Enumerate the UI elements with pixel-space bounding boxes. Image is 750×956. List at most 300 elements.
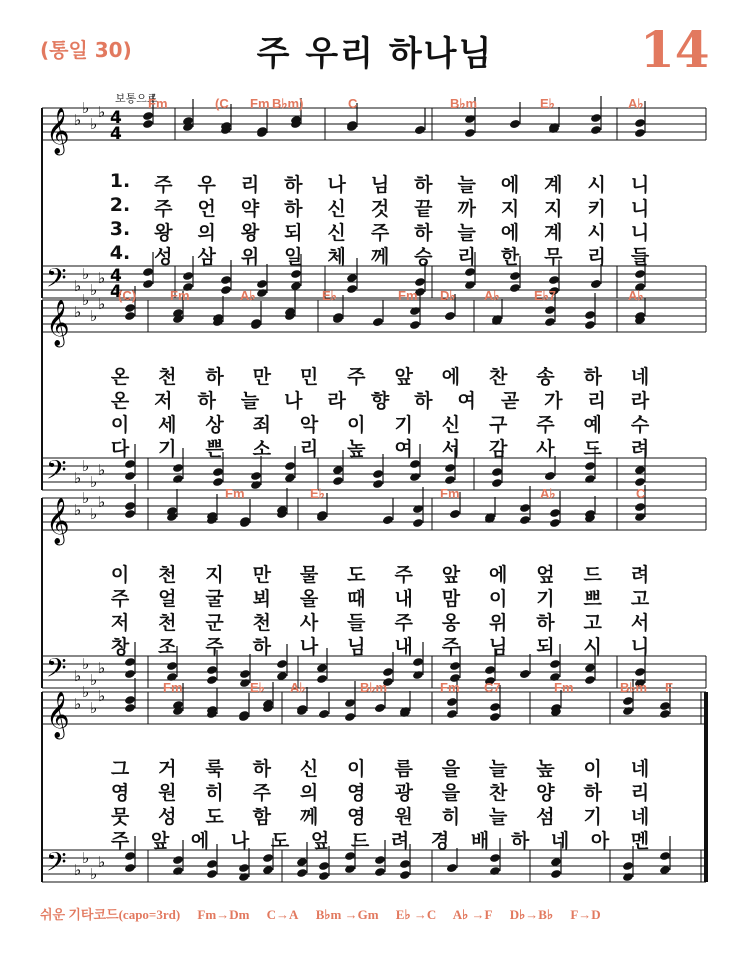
note-head xyxy=(206,869,218,879)
lyric-syllable: 원 xyxy=(394,806,413,828)
lyric-syllable: 한 xyxy=(500,246,520,268)
lyric-syllable: 온 xyxy=(110,390,130,412)
note-head xyxy=(590,125,602,135)
note-head xyxy=(489,866,501,876)
note-head xyxy=(412,504,424,514)
lyric-syllable: 계 xyxy=(544,222,563,244)
chord-symbol: Fm xyxy=(225,486,245,501)
lyric-syllable: 때 xyxy=(347,588,366,610)
note-head xyxy=(124,303,136,313)
lyric-syllable: 앞 xyxy=(394,366,413,388)
note-head xyxy=(622,861,634,871)
guitar-chord-note xyxy=(40,904,615,923)
note-head xyxy=(166,661,178,671)
flat-icon: ♭ xyxy=(90,281,98,299)
note-head xyxy=(544,317,556,327)
lyric-syllable: 하 xyxy=(205,366,224,388)
lyric-syllable: 에 xyxy=(488,564,508,586)
chord-symbol: E♭7 xyxy=(534,288,557,303)
lyric-syllable: 체 xyxy=(327,246,346,268)
note-head xyxy=(409,472,421,482)
chord-symbol: C xyxy=(636,486,646,501)
note-head xyxy=(124,669,136,679)
note-head xyxy=(659,701,671,711)
lyric-syllable: 리 xyxy=(457,246,476,268)
note-head xyxy=(464,114,476,124)
note-head xyxy=(446,863,458,873)
bass-clef-icon: 𝄢 xyxy=(46,652,67,690)
note-head xyxy=(372,479,384,489)
note-head xyxy=(509,119,521,129)
lyric-syllable: 님 xyxy=(347,636,366,658)
lyric-syllable: 죄 xyxy=(252,414,271,436)
lyric-syllable: 을 xyxy=(441,782,461,804)
lyric-syllable: 주 xyxy=(394,612,413,634)
note-head xyxy=(634,269,646,279)
chord-symbol: E♭ xyxy=(322,288,337,303)
lyric-syllable: 고 xyxy=(583,612,602,634)
lyric-syllable: 을 xyxy=(441,758,461,780)
note-head xyxy=(634,118,646,128)
chord-symbol: E♭ xyxy=(540,96,555,111)
lyric-syllable: 하 xyxy=(536,612,555,634)
note-head xyxy=(446,709,458,719)
note-head xyxy=(239,669,251,679)
note-head xyxy=(206,675,218,685)
lyric-syllable: 사 xyxy=(299,612,319,634)
lyric-syllable: 하 xyxy=(284,174,303,196)
lyric-syllable: 무 xyxy=(544,246,563,268)
note-head xyxy=(124,509,136,519)
chord-symbol: Fm xyxy=(148,96,168,111)
lyric-syllable: 높 xyxy=(536,758,555,780)
lyric-syllable: 되 xyxy=(284,222,303,244)
lyric-syllable: 찬 xyxy=(488,366,508,388)
flat-icon: ♭ xyxy=(90,473,98,491)
lyric-syllable: 주 xyxy=(536,414,555,436)
lyric-syllable: 경 xyxy=(430,830,450,852)
guitar-chord-label: 쉬운 기타코드(capo=3rd) xyxy=(40,907,181,922)
lyric-syllable: 지 xyxy=(544,198,563,220)
lyric-syllable: 니 xyxy=(630,174,650,196)
flat-icon: ♭ xyxy=(90,865,98,883)
note-head xyxy=(142,119,154,129)
lyric-syllable: 하 xyxy=(284,198,303,220)
note-head xyxy=(449,509,461,519)
flat-icon: ♭ xyxy=(82,655,90,673)
note-head xyxy=(444,311,456,321)
flat-icon: ♭ xyxy=(74,501,82,519)
chord-mapping: B♭m →Gm xyxy=(315,907,379,922)
chord-mapping: A♭ →F xyxy=(452,907,493,922)
lyric-syllable: 리 xyxy=(299,438,319,460)
lyric-syllable: 하 xyxy=(414,222,433,244)
chord-mapping: C→A xyxy=(266,907,299,922)
note-head xyxy=(318,709,330,719)
lyric-syllable: 창 xyxy=(110,636,130,658)
flat-icon: ♭ xyxy=(98,295,106,313)
lyric-syllable: 하 xyxy=(252,636,271,658)
note-head xyxy=(290,269,302,279)
note-head xyxy=(544,471,556,481)
note-head xyxy=(584,675,596,685)
chord-symbol: Fm xyxy=(398,288,418,303)
note-head xyxy=(372,317,384,327)
note-head xyxy=(584,474,596,484)
note-head xyxy=(634,128,646,138)
note-head xyxy=(372,469,384,479)
chord-symbol: E♭ xyxy=(310,486,325,501)
note-head xyxy=(584,461,596,471)
note-head xyxy=(172,855,184,865)
note-head xyxy=(142,279,154,289)
lyric-syllable: 도 xyxy=(270,830,290,852)
flat-icon: ♭ xyxy=(82,99,90,117)
note-head xyxy=(220,285,232,295)
note-head xyxy=(634,667,646,677)
note-head xyxy=(332,476,344,486)
lyric-syllable: 나 xyxy=(299,636,319,658)
lyric-syllable: 왕 xyxy=(240,222,260,244)
lyric-syllable: 께 xyxy=(370,246,390,268)
lyric-syllable: 천 xyxy=(158,366,177,388)
chord-symbol: Fm xyxy=(554,680,574,695)
note-head xyxy=(344,712,356,722)
lyric-syllable: 늘 xyxy=(240,390,260,412)
lyric-syllable: 주 xyxy=(110,830,130,852)
note-head xyxy=(412,670,424,680)
note-head xyxy=(634,512,646,522)
chord-symbol: B♭m xyxy=(450,96,478,111)
lyric-syllable: 만 xyxy=(252,564,271,586)
lyric-syllable: 주 xyxy=(394,564,413,586)
lyric-syllable: 구 xyxy=(488,414,508,436)
note-head xyxy=(172,463,184,473)
treble-clef-icon: 𝄞 xyxy=(46,692,70,738)
note-head xyxy=(318,871,330,881)
lyric-syllable: 이 xyxy=(347,758,366,780)
flat-icon: ♭ xyxy=(82,265,90,283)
time-signature: 4 xyxy=(110,124,122,144)
chord-symbol: E♭ xyxy=(250,680,265,695)
note-head xyxy=(256,288,268,298)
flat-icon: ♭ xyxy=(74,695,82,713)
lyric-syllable: 올 xyxy=(299,588,319,610)
lyric-syllable: 나 xyxy=(284,390,303,412)
lyric-syllable: 이 xyxy=(110,564,130,586)
lyric-syllable: 왕 xyxy=(154,222,173,244)
lyric-syllable: 기 xyxy=(394,414,413,436)
note-head xyxy=(449,661,461,671)
lyric-syllable: 앞 xyxy=(150,830,170,852)
lyric-syllable: 위 xyxy=(240,246,260,268)
note-head xyxy=(142,267,154,277)
lyric-syllable: 주 xyxy=(441,636,461,658)
lyric-syllable: 멘 xyxy=(630,830,650,852)
note-head xyxy=(550,869,562,879)
lyric-syllable: 3. xyxy=(109,218,131,240)
lyric-syllable: 주 xyxy=(205,636,224,658)
lyric-syllable: 하 xyxy=(252,758,271,780)
lyric-syllable: 려 xyxy=(630,438,650,460)
note-head xyxy=(262,853,274,863)
note-head xyxy=(590,279,602,289)
flat-icon: ♭ xyxy=(90,699,98,717)
lyric-syllable: 높 xyxy=(347,438,366,460)
note-head xyxy=(124,863,136,873)
note-head xyxy=(382,667,394,677)
lyric-syllable: 리 xyxy=(240,174,260,196)
lyric-syllable: 만 xyxy=(252,366,271,388)
note-head xyxy=(296,868,308,878)
lyric-syllable: 수 xyxy=(630,414,650,436)
note-head xyxy=(549,518,561,528)
note-head xyxy=(491,478,503,488)
lyric-syllable: 하 xyxy=(510,830,530,852)
lyric-syllable: 주 xyxy=(154,198,173,220)
chord-symbol: (C) xyxy=(118,288,137,303)
lyric-syllable: 하 xyxy=(414,174,433,196)
lyric-syllable: 드 xyxy=(350,830,370,852)
note-head xyxy=(220,275,232,285)
lyric-syllable: 주 xyxy=(110,588,130,610)
note-head xyxy=(444,463,456,473)
lyric-syllable: 서 xyxy=(441,438,461,460)
note-head xyxy=(509,283,521,293)
lyric-syllable: 사 xyxy=(536,438,555,460)
lyric-syllable: 조 xyxy=(158,636,177,658)
lyric-syllable: 니 xyxy=(630,636,650,658)
note-head xyxy=(284,461,296,471)
note-head xyxy=(206,665,218,675)
note-head xyxy=(584,320,596,330)
flat-icon: ♭ xyxy=(82,849,90,867)
chord-symbol: Fm xyxy=(440,680,460,695)
lyric-syllable: 의 xyxy=(299,782,319,804)
lyric-syllable: 세 xyxy=(158,414,177,436)
note-head xyxy=(444,475,456,485)
flat-icon: ♭ xyxy=(74,277,82,295)
chord-symbol: A♭ xyxy=(628,288,644,303)
unified-hymn-number: (통일 30) xyxy=(40,38,132,62)
lyric-syllable: 주 xyxy=(154,174,173,196)
note-head xyxy=(399,870,411,880)
lyric-syllable: 거 xyxy=(158,758,177,780)
note-head xyxy=(344,864,356,874)
lyric-syllable: 뵈 xyxy=(252,588,271,610)
flat-icon: ♭ xyxy=(82,489,90,507)
note-head xyxy=(276,659,288,669)
lyric-syllable: 리 xyxy=(587,390,606,412)
lyric-syllable: 쁘 xyxy=(583,588,602,610)
flat-icon: ♭ xyxy=(74,111,82,129)
lyric-syllable: 리 xyxy=(587,246,606,268)
lyric-syllable: 님 xyxy=(488,636,508,658)
lyric-syllable: 광 xyxy=(394,782,413,804)
note-head xyxy=(382,515,394,525)
lyric-syllable: 성 xyxy=(158,806,177,828)
lyric-syllable: 기 xyxy=(536,588,555,610)
chord-symbol: B♭m) xyxy=(272,96,304,111)
lyric-syllable: 하 xyxy=(583,782,602,804)
chord-mapping: F→D xyxy=(570,907,601,922)
lyric-syllable: 늘 xyxy=(488,758,508,780)
lyric-syllable: 룩 xyxy=(205,758,224,780)
note-head xyxy=(446,697,458,707)
lyric-syllable: 영 xyxy=(347,806,366,828)
lyric-syllable: 까 xyxy=(457,198,476,220)
lyric-syllable: 리 xyxy=(630,782,650,804)
lyric-syllable: 성 xyxy=(154,246,173,268)
note-head xyxy=(212,477,224,487)
lyric-syllable: 이 xyxy=(110,414,130,436)
lyric-syllable: 들 xyxy=(630,246,650,268)
hymn-number: 14 xyxy=(640,20,710,79)
lyric-syllable: 신 xyxy=(327,198,346,220)
flat-icon: ♭ xyxy=(98,493,106,511)
flat-icon: ♭ xyxy=(74,303,82,321)
chord-symbol: Fm xyxy=(163,680,183,695)
lyric-syllable: 섬 xyxy=(536,806,555,828)
lyric-syllable: 천 xyxy=(158,612,177,634)
lyric-syllable: 4. xyxy=(109,242,131,264)
note-head xyxy=(399,859,411,869)
lyric-syllable: 하 xyxy=(583,366,602,388)
flat-icon: ♭ xyxy=(90,115,98,133)
time-signature: 4 xyxy=(110,282,122,302)
lyric-syllable: 네 xyxy=(550,830,570,852)
chord-symbol: Fm xyxy=(250,96,270,111)
note-head xyxy=(634,502,646,512)
lyric-syllable: 지 xyxy=(205,564,224,586)
note-head xyxy=(182,271,194,281)
lyric-syllable: 기 xyxy=(158,438,177,460)
note-head xyxy=(590,113,602,123)
note-head xyxy=(238,863,250,873)
note-head xyxy=(124,501,136,511)
lyric-syllable: 쁜 xyxy=(205,438,224,460)
flat-icon: ♭ xyxy=(90,307,98,325)
note-head xyxy=(250,480,262,490)
lyric-syllable: 시 xyxy=(587,174,606,196)
lyric-syllable: 온 xyxy=(110,366,130,388)
lyric-syllable: 예 xyxy=(583,414,602,436)
note-head xyxy=(509,271,521,281)
chord-symbol: Fm xyxy=(440,486,460,501)
note-head xyxy=(412,518,424,528)
lyric-syllable: 늘 xyxy=(457,174,476,196)
lyric-syllable: 삼 xyxy=(197,246,216,268)
lyric-syllable: 여 xyxy=(457,390,476,412)
note-head xyxy=(124,703,136,713)
note-head xyxy=(238,872,250,882)
lyric-syllable: 옹 xyxy=(441,612,461,634)
note-head xyxy=(212,467,224,477)
lyric-syllable: 고 xyxy=(630,588,650,610)
note-head xyxy=(622,706,634,716)
lyric-syllable: 감 xyxy=(488,438,508,460)
tempo-marking: 보통으로 xyxy=(115,92,158,105)
note-head xyxy=(519,515,531,525)
lyric-syllable: 시 xyxy=(587,222,606,244)
chord-symbol: A♭ xyxy=(540,486,556,501)
lyric-syllable: 천 xyxy=(252,612,271,634)
lyric-syllable: 양 xyxy=(536,782,555,804)
lyric-syllable: 들 xyxy=(347,612,366,634)
chord-symbol: A♭ xyxy=(240,288,256,303)
lyric-syllable: 주 xyxy=(347,366,366,388)
lyric-syllable: 주 xyxy=(370,222,390,244)
lyric-syllable: 서 xyxy=(630,612,650,634)
lyric-syllable: 네 xyxy=(630,366,650,388)
flat-icon: ♭ xyxy=(98,659,106,677)
lyric-syllable: 하 xyxy=(197,390,216,412)
treble-clef-icon: 𝄞 xyxy=(46,498,70,544)
lyric-syllable: 에 xyxy=(441,366,461,388)
lyric-syllable: 시 xyxy=(583,636,602,658)
note-head xyxy=(409,320,421,330)
note-head xyxy=(374,703,386,713)
note-head xyxy=(659,851,671,861)
lyric-syllable: 얼 xyxy=(158,588,177,610)
flat-icon: ♭ xyxy=(90,505,98,523)
lyric-syllable: 히 xyxy=(441,806,461,828)
lyric-syllable: 다 xyxy=(110,438,130,460)
lyric-syllable: 지 xyxy=(500,198,520,220)
note-head xyxy=(549,508,561,518)
bass-clef-icon: 𝄢 xyxy=(46,846,67,884)
note-head xyxy=(484,665,496,675)
chord-symbol: (C xyxy=(215,96,229,111)
note-head xyxy=(124,311,136,321)
chord-mapping: Fm→Dm xyxy=(197,907,250,922)
lyric-syllable: 도 xyxy=(347,564,366,586)
lyric-syllable: 계 xyxy=(544,174,563,196)
note-head xyxy=(374,855,386,865)
note-head xyxy=(414,277,426,287)
note-head xyxy=(374,867,386,877)
lyric-syllable: 가 xyxy=(544,390,563,412)
treble-clef-icon: 𝄞 xyxy=(46,108,70,154)
note-head xyxy=(346,284,358,294)
lyric-syllable: 늘 xyxy=(457,222,476,244)
flat-icon: ♭ xyxy=(82,683,90,701)
lyric-syllable: 천 xyxy=(158,564,177,586)
lyric-syllable: 라 xyxy=(327,390,346,412)
lyric-syllable: 여 xyxy=(394,438,413,460)
note-head xyxy=(489,712,501,722)
lyric-syllable: 름 xyxy=(394,758,413,780)
lyric-syllable: 드 xyxy=(583,564,602,586)
lyric-syllable: 맘 xyxy=(441,588,461,610)
lyric-syllable: 께 xyxy=(299,806,319,828)
lyric-syllable: 영 xyxy=(110,782,130,804)
lyric-syllable: 함 xyxy=(252,806,271,828)
lyric-syllable: 이 xyxy=(347,414,366,436)
lyric-syllable: 님 xyxy=(370,174,390,196)
lyric-syllable: 에 xyxy=(500,174,520,196)
flat-icon: ♭ xyxy=(98,269,106,287)
flat-icon: ♭ xyxy=(90,671,98,689)
lyric-syllable: 늘 xyxy=(488,806,508,828)
lyric-syllable: 위 xyxy=(488,612,508,634)
lyric-syllable: 승 xyxy=(414,246,433,268)
lyric-syllable: 원 xyxy=(158,782,177,804)
lyric-syllable: 앞 xyxy=(441,564,461,586)
note-head xyxy=(172,866,184,876)
lyric-syllable: 우 xyxy=(197,174,216,196)
lyric-syllable: 저 xyxy=(110,612,130,634)
